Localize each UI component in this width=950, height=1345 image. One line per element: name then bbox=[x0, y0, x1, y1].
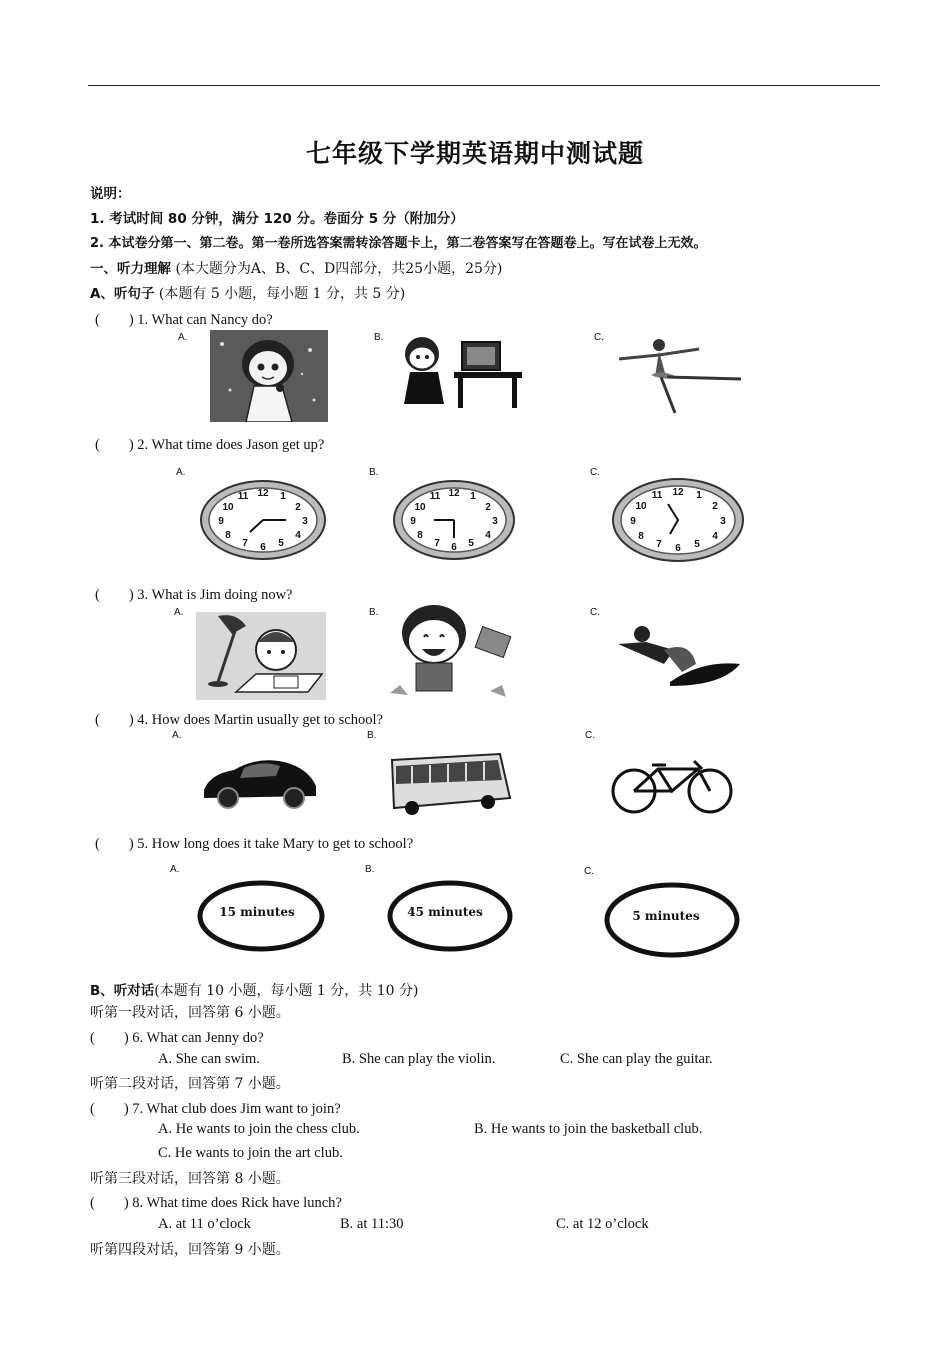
question-text: 5. How long does it take Mary to get to school? bbox=[137, 836, 414, 852]
question-1 bbox=[95, 308, 273, 329]
question-5 bbox=[95, 832, 413, 853]
q8-option-a: A. at 11 o’clock bbox=[158, 1216, 251, 1232]
q7-option-a: A. He wants to join the chess club. bbox=[158, 1121, 360, 1137]
question-text: 7. What club does Jim want to join? bbox=[132, 1101, 341, 1117]
q6-option-a: A. She can swim. bbox=[158, 1051, 260, 1067]
answer-paren[interactable]: ( ) bbox=[95, 587, 134, 603]
clock-number: 4 bbox=[295, 530, 301, 541]
snowboarder-picture bbox=[612, 620, 744, 692]
header-rule bbox=[88, 85, 880, 86]
intro-note-1: 1. 考试时间 80 分钟，满分 120 分。卷面分 5 分（附加分） bbox=[90, 211, 464, 227]
clock-number: 4 bbox=[712, 531, 718, 542]
time-ring-a bbox=[195, 878, 327, 954]
clock-number: 1 bbox=[470, 491, 476, 502]
time-label: 45 minutes bbox=[407, 905, 483, 919]
clock-number: 12 bbox=[448, 488, 460, 499]
clock-number: 9 bbox=[218, 516, 224, 527]
question-6 bbox=[90, 1026, 264, 1047]
section1-detail: (本大题分为A、B、C、D四部分，共25小题，25分) bbox=[175, 261, 503, 277]
clock-number: 8 bbox=[417, 530, 423, 541]
option-label-a: A. bbox=[176, 467, 186, 478]
clock-number: 11 bbox=[429, 491, 441, 502]
option-label-c: C. bbox=[590, 607, 600, 618]
intro-label: 说明： bbox=[90, 186, 131, 202]
segment-4-instruction: 听第四段对话，回答第 9 小题。 bbox=[90, 1242, 290, 1258]
question-text: 1. What can Nancy do? bbox=[137, 312, 273, 328]
answer-paren[interactable]: ( ) bbox=[95, 312, 134, 328]
partA-detail: (本题有 5 小题，每小题 1 分，共 5 分) bbox=[158, 286, 406, 302]
clock-number: 5 bbox=[278, 538, 284, 549]
studying-boy-picture bbox=[196, 612, 326, 700]
option-label-c: C. bbox=[584, 866, 594, 877]
clock-number: 7 bbox=[434, 538, 440, 549]
clock-number: 8 bbox=[225, 530, 231, 541]
question-text: 4. How does Martin usually get to school? bbox=[137, 712, 383, 728]
partB-detail: (本题有 10 小题，每小题 1 分，共 10 分) bbox=[154, 983, 419, 999]
page-title: 七年级下学期英语期中测试题 bbox=[305, 139, 644, 168]
segment-3-instruction: 听第三段对话，回答第 8 小题。 bbox=[90, 1171, 290, 1187]
singing-girl-picture bbox=[210, 330, 328, 422]
clock-number: 5 bbox=[694, 539, 700, 550]
option-label-a: A. bbox=[170, 864, 180, 875]
segment-2-instruction: 听第二段对话，回答第 7 小题。 bbox=[90, 1076, 290, 1092]
option-label-a: A. bbox=[178, 332, 188, 343]
answer-paren[interactable]: ( ) bbox=[90, 1101, 129, 1117]
question-8 bbox=[90, 1191, 342, 1212]
q7-option-b: B. He wants to join the basketball club. bbox=[474, 1121, 703, 1137]
section1-title: 一、听力理解 bbox=[90, 261, 171, 277]
clock-number: 8 bbox=[638, 531, 644, 542]
dancer-picture bbox=[615, 333, 750, 417]
question-3 bbox=[95, 583, 293, 604]
question-2 bbox=[95, 433, 324, 454]
option-label-c: C. bbox=[594, 332, 604, 343]
clock-number: 5 bbox=[468, 538, 474, 549]
question-4 bbox=[95, 708, 383, 729]
section1-heading bbox=[90, 257, 502, 278]
bus-picture bbox=[390, 752, 512, 816]
clock-number: 2 bbox=[712, 501, 718, 512]
bicycle-picture bbox=[608, 757, 736, 815]
clock-number: 9 bbox=[630, 516, 636, 527]
option-label-c: C. bbox=[590, 467, 600, 478]
clock-number: 7 bbox=[656, 539, 662, 550]
clock-number: 3 bbox=[492, 516, 498, 527]
option-label-b: B. bbox=[374, 332, 384, 343]
clock-picture-b bbox=[392, 478, 517, 562]
clock-number: 6 bbox=[260, 542, 266, 553]
clock-number: 1 bbox=[280, 491, 286, 502]
answer-paren[interactable]: ( ) bbox=[95, 437, 134, 453]
time-ring-c bbox=[602, 880, 742, 960]
car-picture bbox=[200, 752, 320, 810]
clock-number: 1 bbox=[696, 490, 702, 501]
time-label: 15 minutes bbox=[219, 905, 295, 919]
partA-title: A、听句子 bbox=[90, 286, 155, 302]
clock-number: 2 bbox=[295, 502, 301, 513]
option-label-a: A. bbox=[174, 607, 184, 618]
question-7 bbox=[90, 1097, 341, 1118]
q7-option-c: C. He wants to join the art club. bbox=[158, 1145, 343, 1161]
question-text: 2. What time does Jason get up? bbox=[137, 437, 325, 453]
option-label-a: A. bbox=[172, 730, 182, 741]
partB-heading bbox=[90, 979, 418, 1000]
answer-paren[interactable]: ( ) bbox=[95, 712, 134, 728]
q6-option-c: C. She can play the guitar. bbox=[560, 1051, 713, 1067]
time-label: 5 minutes bbox=[632, 909, 700, 923]
clock-number: 9 bbox=[410, 516, 416, 527]
computer-boy-picture bbox=[394, 334, 524, 412]
clock-picture-c bbox=[610, 476, 746, 564]
option-label-b: B. bbox=[369, 467, 379, 478]
option-label-b: B. bbox=[365, 864, 375, 875]
clock-number: 2 bbox=[485, 502, 491, 513]
clock-number: 12 bbox=[672, 487, 684, 498]
question-text: 3. What is Jim doing now? bbox=[137, 587, 293, 603]
clock-number: 11 bbox=[651, 490, 663, 501]
clock-number: 10 bbox=[635, 501, 647, 512]
time-ring-b bbox=[385, 878, 515, 954]
partA-heading bbox=[90, 282, 405, 303]
clock-number: 6 bbox=[675, 543, 681, 554]
question-text: 6. What can Jenny do? bbox=[132, 1030, 264, 1046]
option-label-c: C. bbox=[585, 730, 595, 741]
option-label-b: B. bbox=[367, 730, 377, 741]
q8-option-c: C. at 12 o’clock bbox=[556, 1216, 649, 1232]
clock-number: 6 bbox=[451, 542, 457, 553]
segment-1-instruction: 听第一段对话，回答第 6 小题。 bbox=[90, 1005, 290, 1021]
option-label-b: B. bbox=[369, 607, 379, 618]
answer-paren[interactable]: ( ) bbox=[90, 1195, 129, 1211]
q6-option-b: B. She can play the violin. bbox=[342, 1051, 496, 1067]
happy-boy-picture bbox=[386, 603, 518, 699]
clock-number: 3 bbox=[720, 516, 726, 527]
clock-number: 12 bbox=[257, 488, 269, 499]
clock-picture-a bbox=[198, 478, 328, 562]
partB-title: B、听对话 bbox=[90, 983, 155, 999]
intro-note-2: 2. 本试卷分第一、第二卷。第一卷所选答案需转涂答题卡上，第二卷答案写在答题卷上。写在试卷上无效。 bbox=[90, 236, 707, 251]
clock-number: 11 bbox=[237, 491, 249, 502]
q8-option-b: B. at 11:30 bbox=[340, 1216, 404, 1232]
question-text: 8. What time does Rick have lunch? bbox=[132, 1195, 342, 1211]
clock-number: 10 bbox=[222, 502, 234, 513]
clock-number: 10 bbox=[414, 502, 426, 513]
answer-paren[interactable]: ( ) bbox=[90, 1030, 129, 1046]
clock-number: 7 bbox=[242, 538, 248, 549]
answer-paren[interactable]: ( ) bbox=[95, 836, 134, 852]
clock-number: 4 bbox=[485, 530, 491, 541]
clock-number: 3 bbox=[302, 516, 308, 527]
